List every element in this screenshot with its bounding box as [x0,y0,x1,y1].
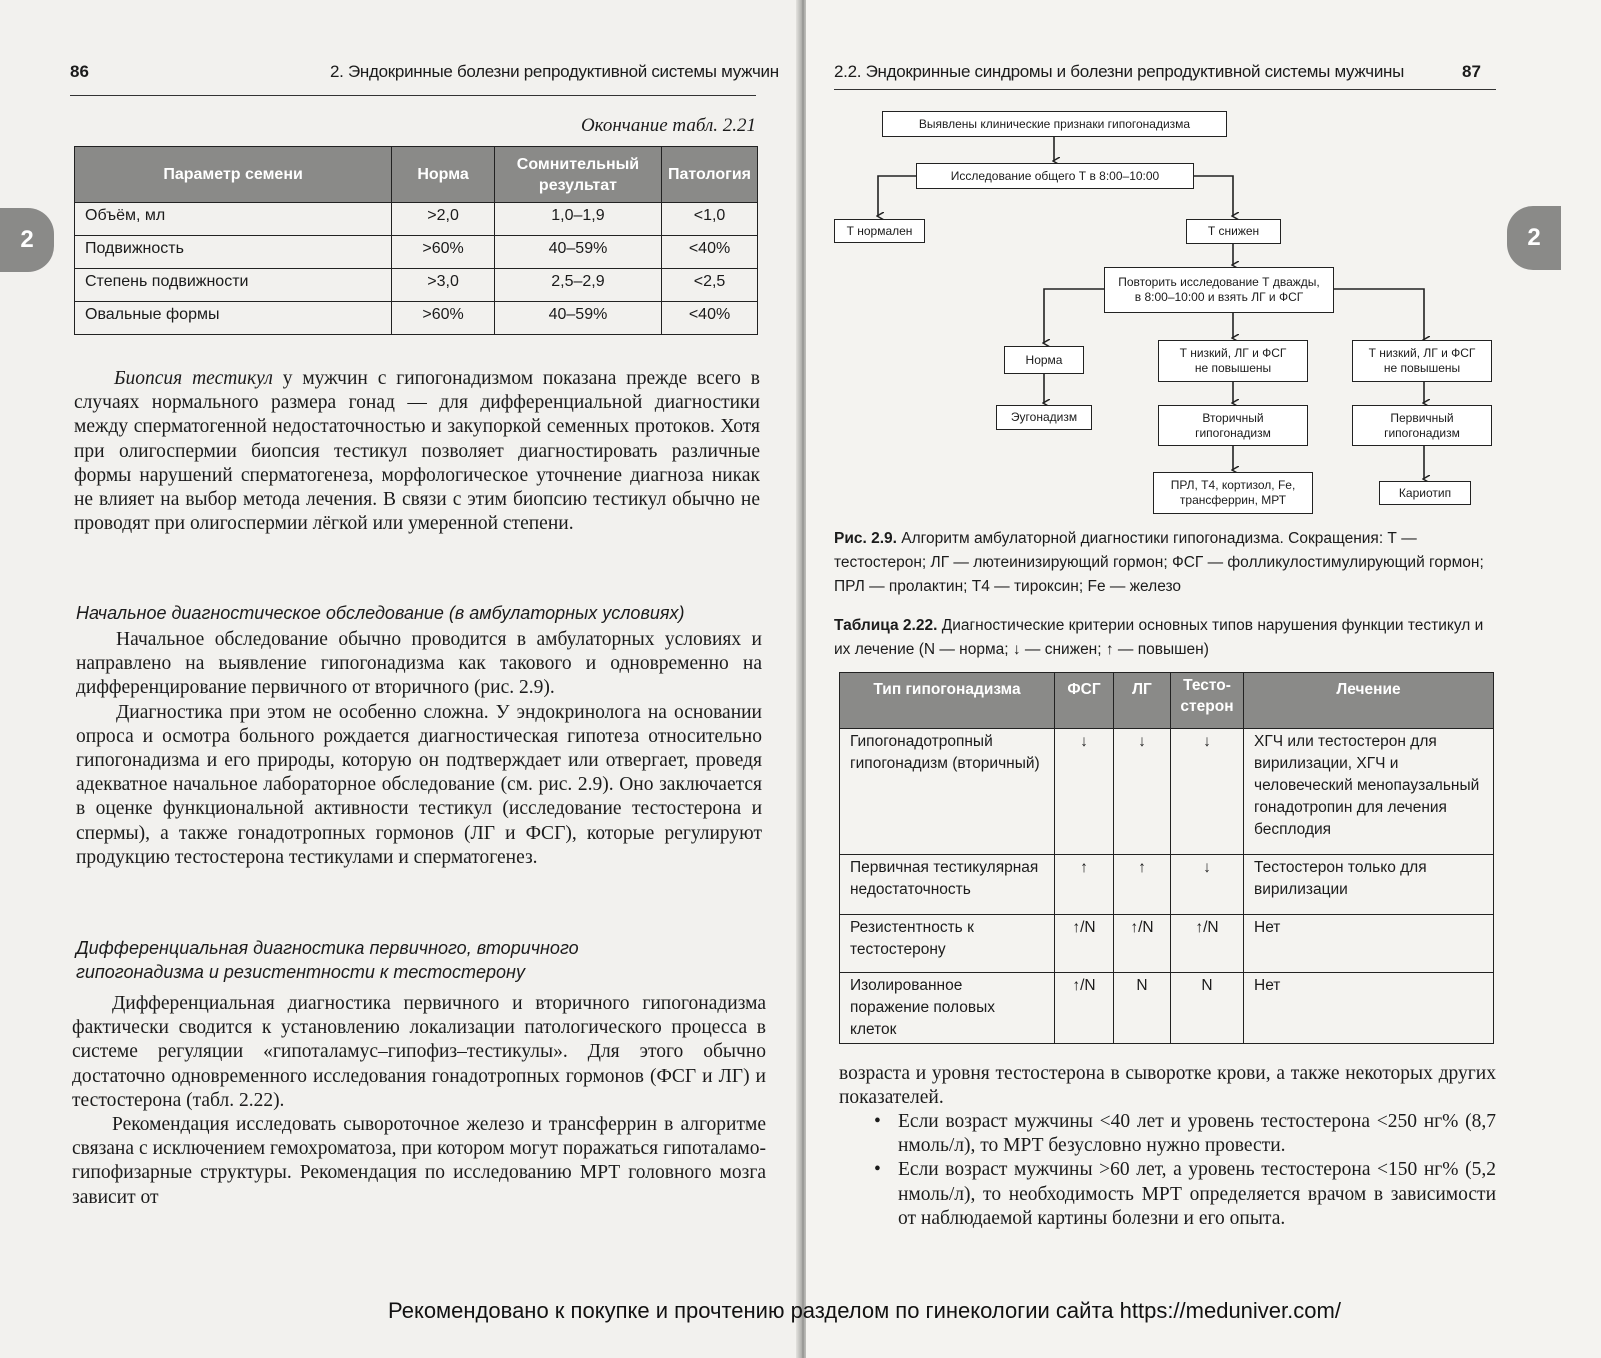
table-cell: ↓ [1171,855,1244,915]
flow-node-labs [1153,472,1313,514]
table-row [75,203,758,236]
col-header: Патология [662,147,758,203]
table-cell: 1,0–1,9 [494,203,661,236]
flow-node-text: в 8:00–10:00 и взять ЛГ и ФСГ [1134,290,1304,304]
col-header: Параметр семени [75,147,392,203]
running-head: 2. Эндокринные болезни репродуктивной системы мужчин [330,62,779,81]
table-caption: Окончание табл. 2.21 [580,115,756,136]
table-caption-text: Диагностические критерии основных типов нарушения функции тестикул и их лечение (N — норма; ↓ — снижен; ↑ — повышен) [834,617,1484,658]
flow-node-text: ПРЛ, Т4, кортизол, Fe, [1170,478,1296,492]
flow-node-right-criteria [1352,340,1492,382]
flow-node-text: гипогонадизм [1384,425,1460,440]
flow-node-text: не повышены [1383,361,1461,375]
flow-node-karyotype: Кариотип [1379,481,1471,505]
flow-node-mid-criteria [1158,340,1308,382]
list-item-text: Если возраст мужчины >60 лет, а уровень тестостерона <150 нг% (5,2 нмоль/л), то необходимость МРТ определяется врачом в зависимости от наблюдаемой картины болезни и его опыта. [898,1159,1496,1229]
flow-node-text: трансферрин, МРТ [1179,493,1287,507]
watermark-note: Рекомендовано к покупке и прочтению разделом по гинекологии сайта https://meduniver.com/ [388,1298,1341,1323]
list-item [874,1110,1496,1158]
flow-node-repeat [1104,267,1334,313]
chapter-tab-marker: 2 [1507,206,1561,270]
figure-caption [834,527,1496,599]
paragraph-text: у мужчин с гипогонадизмом показана прежде всего в случаях нормального размера гонад — для дифференциальной диагностики между сперматогенной недостаточностью и закупоркой семенных протоков. Хотя при олигоспермии биопсия тестикул позволяет диагностировать различные формы нарушений сперматогенеза, морфологическое уточнение диагноза никак не влияет на выбор метода лечения. В связи с этим биопсию тестикул обычно не проводят при олигоспермии лёгкой или умеренной степени. [74,368,761,535]
table-cell: >60% [392,236,495,269]
table-cell: Нет [1244,973,1494,1044]
semen-table [74,146,758,335]
flow-node-eugonadism: Эугонадизм [996,405,1092,430]
list-item [874,1158,1496,1231]
col-header: Тесто- стерон [1171,673,1244,729]
table-row [840,729,1494,855]
table-cell: ↑/N [1171,915,1244,973]
table-cell: Степень подвижности [75,269,392,302]
table-cell: 40–59% [494,302,661,335]
paragraph-text: Диагностика при этом не особенно сложна. У эндокринолога на основании опроса и осмотра больного рождается диагностическая гипотеза относительно гипогонадизма и его природы, которую он подтверждает или отвергает, проведя адекватное начальное лабораторное обследование (см. рис. 2.9). Оно заключается в оценке функциональной активности тестикул (исследование тестостерона и спермы), а также гонадотропных гормонов (ЛГ и ФСГ), которые регулируют продукцию тестостерона тестикулами и сперматогенез. [76,701,762,868]
flow-node-text: Т низкий, ЛГ и ФСГ [1179,346,1287,360]
table-cell: ↑ [1055,855,1114,915]
flowchart [806,0,1506,520]
page-number: 87 [1462,62,1481,81]
list-item-text: Если возраст мужчины <40 лет и уровень тестостерона <250 нг% (8,7 нмоль/л), то МРТ безусловно нужно провести. [898,1111,1496,1157]
table-row [75,236,758,269]
flow-node-low: Т снижен [1186,219,1281,244]
col-header: Лечение [1244,673,1494,729]
table-cell: ↑ [1114,855,1171,915]
running-head: 2.2. Эндокринные синдромы и болезни репродуктивной системы мужчины [834,62,1405,81]
hypogonadism-table [839,672,1494,1044]
flow-node-start: Выявлены клинические признаки гипогонадизма [882,111,1227,137]
subheading: Начальное диагностическое обследование (в амбулаторных условиях) [76,603,685,623]
left-page [0,0,800,1358]
table-cell: <40% [662,236,758,269]
flow-node-text: Первичный [1390,410,1454,425]
flow-node-text: Вторичный [1202,410,1264,425]
bullet-list [874,1110,1496,1231]
table-cell: Овальные формы [75,302,392,335]
table-cell: ↓ [1114,729,1171,855]
table-cell: Тестостерон только для вирилизации [1244,855,1494,915]
table-cell: <2,5 [662,269,758,302]
table-cell: Нет [1244,915,1494,973]
col-header: ЛГ [1114,673,1171,729]
flow-node-text: Т низкий, ЛГ и ФСГ [1368,346,1476,360]
figure-caption-text: Алгоритм амбулаторной диагностики гипогонадизма. Сокращения: Т — тестостерон; ЛГ — лютеинизирующий гормон; ФСГ — фолликулостимулирующий гормон; ПРЛ — пролактин; Т4 — тироксин; Fe — железо [834,530,1484,595]
bullet-icon: • [874,1159,881,1181]
table-cell: 2,5–2,9 [494,269,661,302]
flow-node-secondary [1158,405,1308,446]
header-rule [70,95,756,96]
table-cell: Объём, мл [75,203,392,236]
table-cell: Гипогонадотропный гипогонадизм (вторичный) [840,729,1055,855]
bullet-icon: • [874,1111,881,1132]
lead-term: Биопсия тестикул [114,368,273,389]
paragraph-differential [72,992,766,1210]
table-cell: 40–59% [494,236,661,269]
table-cell: Резистентность к тестостерону [840,915,1055,973]
page-number: 86 [70,62,89,81]
table-cell: Подвижность [75,236,392,269]
table-cell: ↓ [1055,729,1114,855]
col-header: ФСГ [1055,673,1114,729]
col-header: Норма [392,147,495,203]
paragraph-text: Начальное обследование обычно проводится в амбулаторных условиях и направлено на выявление гипогонадизма как такового и одновременно на дифференцирование первичного от вторичного (рис. 2.9). [76,629,762,699]
table-cell: >3,0 [392,269,495,302]
flow-node-test: Исследование общего Т в 8:00–10:00 [916,163,1194,189]
flow-node-normal: Т нормален [834,219,925,243]
table-cell: N [1171,973,1244,1044]
table-cell: <40% [662,302,758,335]
table-cell: ↑/N [1114,915,1171,973]
subheading-line: гипогонадизма и резистентности к тестостерону [76,962,525,982]
table-cell: ↑/N [1055,973,1114,1044]
table-row [75,269,758,302]
table-label: Таблица 2.22. [834,617,938,634]
table-cell: Изолированное поражение половых клеток [840,973,1055,1044]
flow-node-text: гипогонадизм [1195,425,1271,440]
paragraph-text: Рекомендация исследовать сывороточное железо и трансферрин в алгоритме связана с исключением гемохроматоза, при котором могут поражаться гипоталамо-гипофизарные структуры. Рекомендация по исследованию МРТ головного мозга зависит от [72,1114,766,1208]
table-cell: ХГЧ или тестостерон для вирилизации, ХГЧ и человеческий менопаузальный гонадотропин для лечения бесплодия [1244,729,1494,855]
table-cell: <1,0 [662,203,758,236]
flow-node-norm: Норма [1004,346,1084,374]
table-cell: ↓ [1171,729,1244,855]
paragraph-mri [839,1062,1496,1110]
table-caption [834,614,1496,662]
table-cell: >60% [392,302,495,335]
subheading [76,936,762,984]
flow-node-text: Повторить исследование Т дважды, [1118,275,1320,289]
table-cell: ↑/N [1055,915,1114,973]
paragraph-biopsy [74,367,760,536]
table-row [75,302,758,335]
col-header: Тип гипогонадизма [840,673,1055,729]
table-row [840,915,1494,973]
table-cell: N [1114,973,1171,1044]
table-cell: Первичная тестикулярная недостаточность [840,855,1055,915]
figure-label: Рис. 2.9. [834,530,897,547]
flow-node-text: не повышены [1194,361,1272,375]
paragraph-text: возраста и уровня тестостерона в сыворотке крови, а также некоторых других показателей. [839,1063,1496,1109]
subheading-line: Дифференциальная диагностика первичного, вторичного [76,938,579,958]
paragraph-initial [76,628,762,870]
right-page [806,0,1601,1358]
paragraph-text: Дифференциальная диагностика первичного и вторичного гипогонадизма фактически сводится к установлению локализации патологического процесса в системе регуляции «гипоталамус–гипофиз–тестикулы». Для этого обычно достаточно одновременного исследования гонадотропных гормонов (ФСГ и ЛГ) и тестостерона (табл. 2.22). [72,993,766,1111]
chapter-tab-marker: 2 [0,208,54,272]
flow-node-primary [1352,405,1492,446]
table-row [840,973,1494,1044]
col-header: Сомнительный результат [494,147,661,203]
table-row [840,855,1494,915]
table-cell: >2,0 [392,203,495,236]
